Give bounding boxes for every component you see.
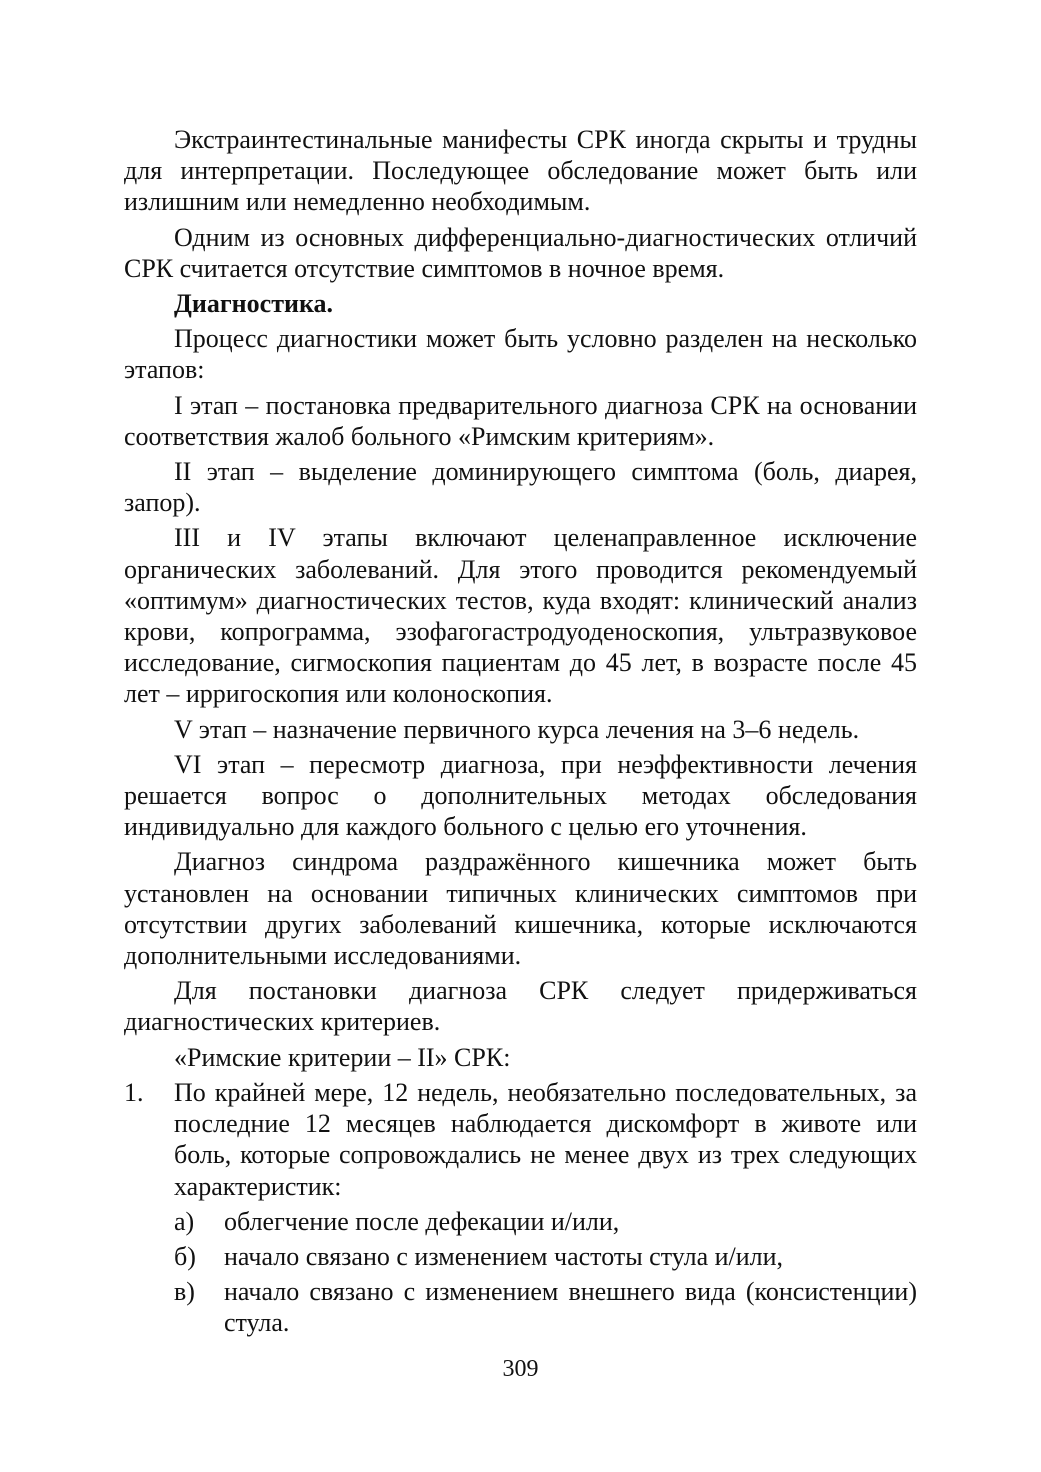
page-number: 309 — [502, 1356, 539, 1382]
sub-list-marker: б) — [174, 1241, 196, 1271]
paragraph-extraintestinal: Экстраинтестинальные манифесты СРК иногда скрыты и трудны для интерпретации. Последующее обследование может быть или излишним или немедленно необходимым. — [124, 125, 917, 217]
sub-list-item — [174, 1276, 917, 1338]
sub-list-text: начало связано с изменением внешнего вида (консистенции) стула. — [224, 1277, 917, 1338]
page-body — [124, 124, 917, 1339]
paragraph-stage-3-4: III и IV этапы включают целенаправленное исключение органических заболеваний. Для этого проводится рекомендуемый «оптимум» диагностических тестов, куда входят: клинический анализ крови, копрограмма, эзофагогастродуоденоскопия, ультразвуковое исследование, сигмоскопия пациентам до 45 лет, в возрасте после 45 лет – ирригоскопия или колоноскопия. — [124, 523, 917, 709]
sub-list-text: начало связано с изменением частоты стула и/или, — [224, 1241, 784, 1271]
sub-list-item — [174, 1206, 917, 1237]
criteria-list — [124, 1077, 917, 1339]
paragraph-stage-1: I этап – постановка предварительного диагноза СРК на основании соответствия жалоб больного «Римским критериям». — [124, 390, 917, 451]
section-heading-diagnostics: Диагностика. — [174, 289, 334, 319]
sub-list-item — [174, 1241, 917, 1272]
paragraph-criteria-intro: Для постановки диагноза СРК следует придерживаться диагностических критериев. — [124, 976, 917, 1037]
paragraph-stage-2: II этап – выделение доминирующего симптома (боль, диарея, запор). — [124, 457, 917, 518]
list-item-text: По крайней мере, 12 недель, необязательно последовательных, за последние 12 месяцев наблюдается дискомфорт в животе или боль, которые сопровождались не менее двух из трех следующих характеристик: — [174, 1077, 917, 1201]
list-item — [124, 1077, 917, 1339]
paragraph-rome-criteria-title: «Римские критерии – II» СРК: — [174, 1042, 511, 1072]
sub-list — [174, 1206, 917, 1339]
paragraph-diagnosis: Диагноз синдрома раздражённого кишечника может быть установлен на основании типичных клинических симптомов при отсутствии других заболеваний кишечника, которые исключаются дополнительными исследованиями. — [124, 847, 917, 971]
sub-list-text: облегчение после дефекации и/или, — [224, 1206, 620, 1236]
paragraph-process: Процесс диагностики может быть условно разделен на несколько этапов: — [124, 324, 917, 385]
sub-list-marker: а) — [174, 1206, 195, 1236]
paragraph-stage-5: V этап – назначение первичного курса лечения на 3–6 недель. — [174, 714, 860, 744]
list-item-number: 1. — [124, 1077, 144, 1107]
paragraph-night-symptoms: Одним из основных дифференциально-диагностических отличий СРК считается отсутствие симптомов в ночное время. — [124, 222, 917, 283]
sub-list-marker: в) — [174, 1277, 195, 1307]
paragraph-stage-6: VI этап – пересмотр диагноза, при неэффективности лечения решается вопрос о дополнительных методах обследования индивидуально для каждого больного с целью его уточнения. — [124, 749, 917, 842]
